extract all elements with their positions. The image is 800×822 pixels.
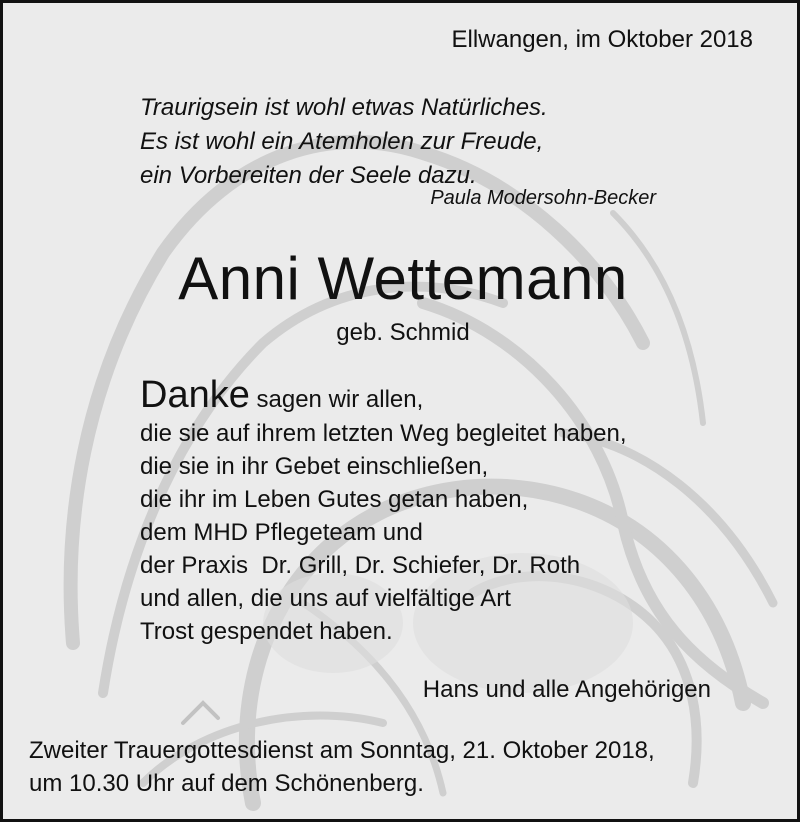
- service-line: Zweiter Trauergottesdienst am Sonntag, 21. Oktober 2018,: [29, 737, 655, 764]
- quote-line: Es ist wohl ein Atemholen zur Freude,: [140, 128, 544, 155]
- thanks-line: und allen, die uns auf vielfältige Art: [140, 585, 511, 612]
- maiden-name: geb. Schmid: [336, 319, 470, 346]
- thanks-lead-word: Danke: [140, 374, 250, 416]
- thanks-line: die ihr im Leben Gutes getan haben,: [140, 486, 529, 513]
- thanks-text: [140, 373, 627, 648]
- deceased-name: Anni Wettemann: [178, 245, 628, 312]
- service-announcement: [29, 734, 655, 800]
- quote-line: Traurigsein ist wohl etwas Natürliches.: [140, 94, 548, 121]
- thanks-line: dem MHD Pflegeteam und: [140, 519, 423, 546]
- thanks-line: der Praxis Dr. Grill, Dr. Schiefer, Dr. Roth: [140, 552, 581, 579]
- thanks-line: die sie in ihr Gebet einschließen,: [140, 453, 489, 480]
- thanks-line: Trost gespendet haben.: [140, 618, 393, 645]
- thanks-line: die sie auf ihrem letzten Weg begleitet haben,: [140, 420, 627, 447]
- thanks-lead-rest: sagen wir allen,: [249, 386, 424, 413]
- thanks-lead-line: [140, 373, 627, 417]
- place-date: Ellwangen, im Oktober 2018: [451, 26, 753, 53]
- quote: [140, 91, 548, 193]
- quote-line: ein Vorbereiten der Seele dazu.: [140, 162, 477, 189]
- signature: Hans und alle Angehörigen: [422, 676, 711, 703]
- quote-author: Paula Modersohn-Becker: [430, 187, 656, 209]
- service-line: um 10.30 Uhr auf dem Schönenberg.: [29, 770, 424, 797]
